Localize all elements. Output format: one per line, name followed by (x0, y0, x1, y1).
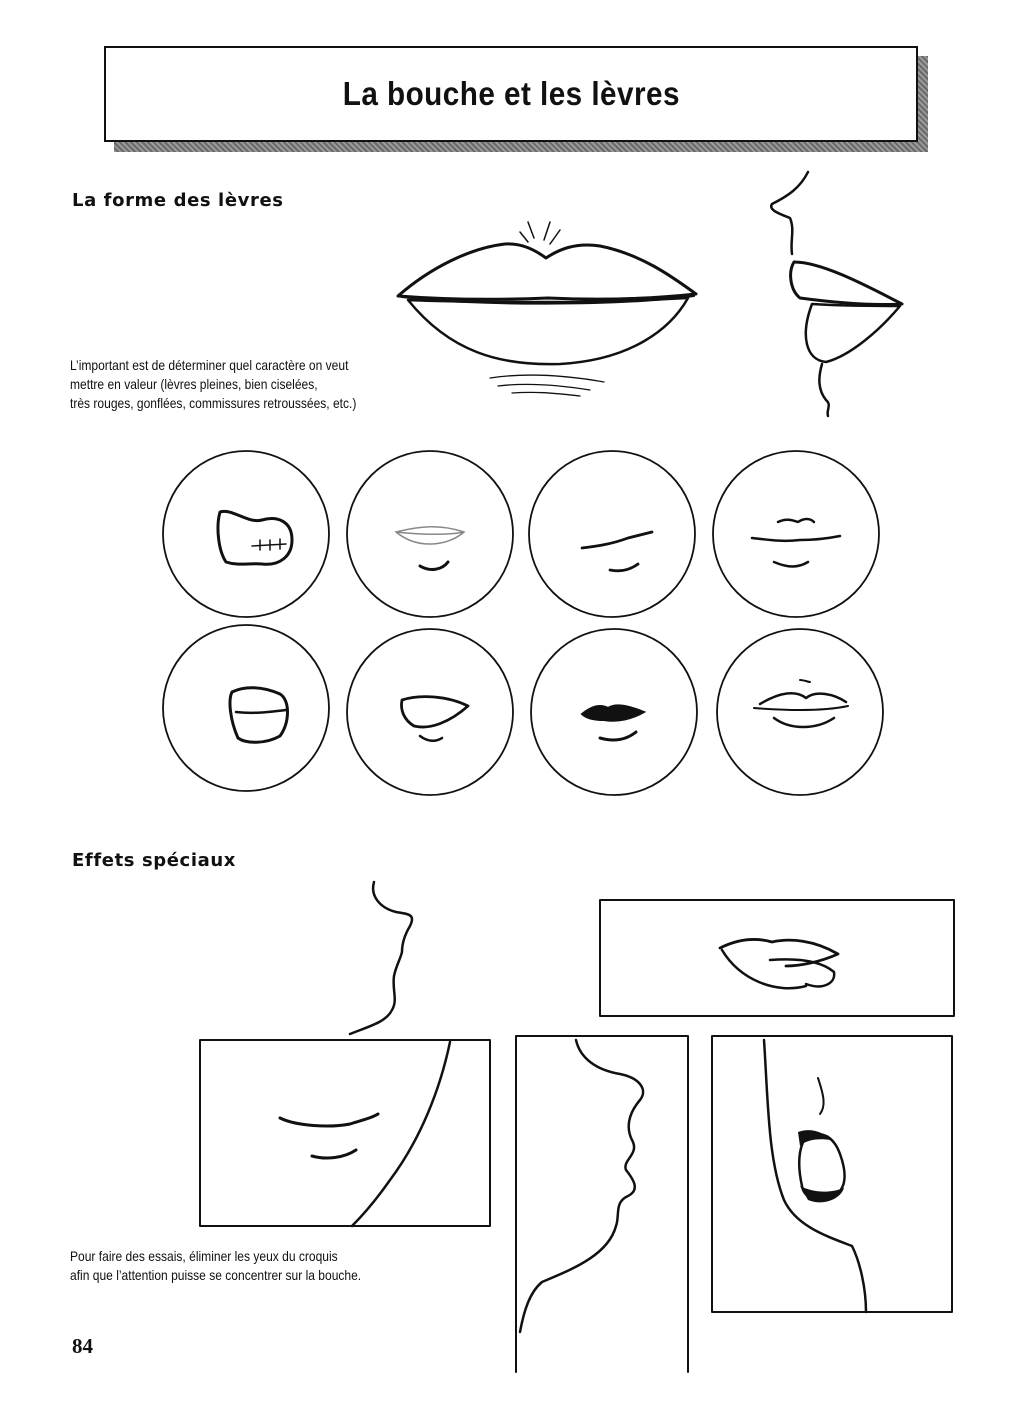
note-line: L’important est de déterminer quel caractère on veut (70, 357, 349, 373)
mouth-style-circle-7 (531, 629, 697, 795)
mouth-style-circle-2 (347, 451, 513, 617)
section-heading-special-effects: Effets spéciaux (72, 850, 236, 871)
note-line: mettre en valeur (lèvres pleines, bien ciselées, (70, 376, 318, 392)
mouth-style-circle-6 (347, 629, 513, 795)
profile-lips-drawing (771, 172, 902, 416)
frontal-lips-drawing (398, 222, 696, 396)
face-profile-outline (350, 882, 412, 1034)
note-line: afin que l’attention puisse se concentrer sur la bouche. (70, 1267, 362, 1283)
section-heading-lip-shape: La forme des lèvres (72, 190, 284, 211)
note-line: Pour faire des essais, éliminer les yeux du croquis (70, 1248, 338, 1264)
mouth-style-circle-3 (529, 451, 695, 617)
panel-profile (516, 1036, 688, 1372)
page-title: La bouche et les lèvres (342, 75, 680, 112)
panel-tongue (600, 900, 954, 1016)
mouth-style-circle-5 (163, 625, 329, 791)
panel-smile (200, 1040, 490, 1226)
mouth-style-circle-1 (163, 451, 329, 617)
mouth-style-circle-4 (713, 451, 879, 617)
panel-open-mouth (712, 1036, 952, 1312)
mouth-style-circle-8 (717, 629, 883, 795)
page-number: 84 (72, 1334, 93, 1358)
note-line: très rouges, gonflées, commissures retroussées, etc.) (70, 395, 357, 411)
